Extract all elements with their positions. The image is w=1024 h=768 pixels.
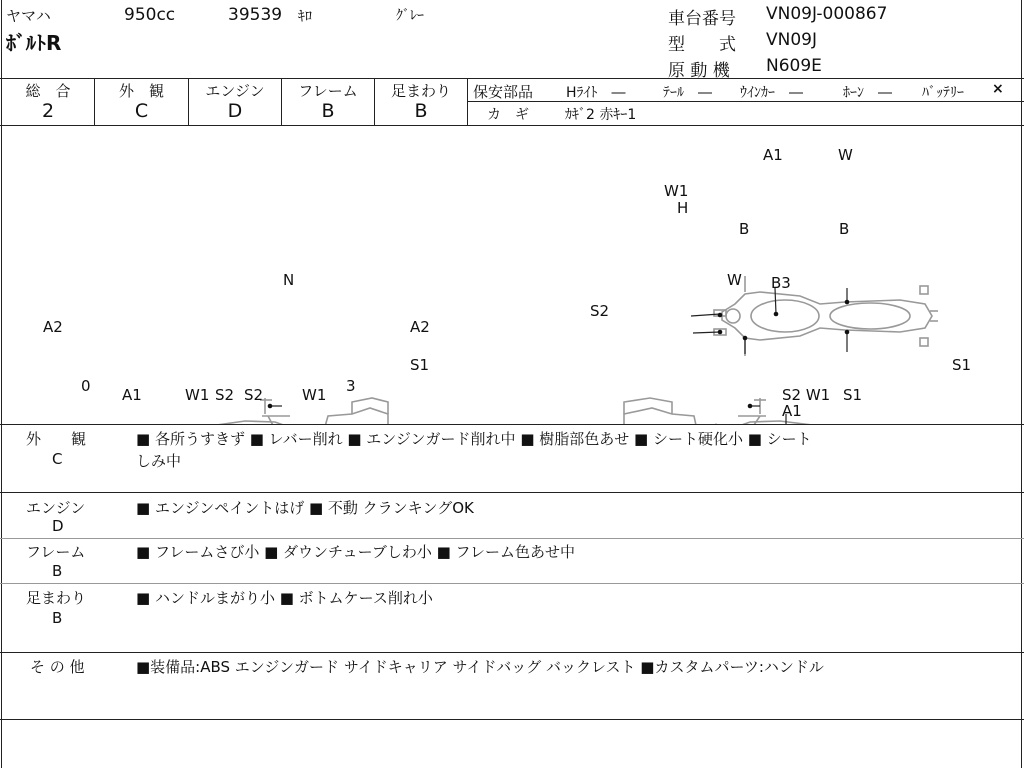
suspension-value: B xyxy=(414,100,428,122)
right-label-s1-bottom: S1 xyxy=(843,386,863,404)
engine-value: D xyxy=(227,100,243,122)
maker: ヤマハ xyxy=(6,7,51,25)
type-label: 型 式 xyxy=(668,35,736,55)
left-label-s1: S1 xyxy=(410,356,430,374)
frame-label: フレーム xyxy=(298,82,358,100)
mileage-unit: ｷﾛ xyxy=(298,9,312,25)
left-label-zero: 0 xyxy=(81,377,91,395)
color: ｸﾞﾚｰ xyxy=(396,8,424,24)
key-label: カ ギ xyxy=(487,107,529,123)
frame-no: VN09J-000867 xyxy=(766,4,888,24)
remark-exterior-label: 外 観 xyxy=(26,430,87,448)
right-label-b3: B3 xyxy=(771,274,791,292)
battery-label: ﾊﾞｯﾃﾘｰ xyxy=(922,85,964,101)
right-label-s2-w1: S2 W1 xyxy=(782,386,831,404)
frame-no-label: 車台番号 xyxy=(668,9,736,29)
left-label-a2: A2 xyxy=(43,318,63,336)
overall-value: 2 xyxy=(41,100,55,122)
winker-status: ｳｲﾝｶｰ ― xyxy=(740,85,803,101)
remark-other-text: ■装備品:ABS エンジンガード サイドキャリア サイドバッグ バックレスト ■カスタムパーツ:ハンドル xyxy=(136,658,824,676)
remark-frame-grade: B xyxy=(52,562,63,580)
divider xyxy=(0,652,1024,653)
top-view-bike xyxy=(714,276,938,356)
exterior-label: 外 観 xyxy=(118,82,164,100)
key-value: ｶｷﾞ2 赤ｷｰ1 xyxy=(565,107,637,123)
divider xyxy=(0,583,1024,584)
top-label-h: H xyxy=(677,199,689,217)
remark-frame-text: ■ フレームさび小 ■ ダウンチューブしわ小 ■ フレーム色あせ中 xyxy=(136,543,575,561)
frame-value: B xyxy=(321,100,335,122)
model-name: ﾎﾞﾙﾄR xyxy=(6,31,62,55)
top-label-w: W xyxy=(838,146,853,164)
divider xyxy=(0,492,1024,493)
remark-engine-label: エンジン xyxy=(26,499,86,517)
engine-model-label: 原 動 機 xyxy=(668,61,730,81)
left-label-w1-a: W1 xyxy=(185,386,210,404)
remark-exterior-grade: C xyxy=(52,450,63,468)
remark-engine-grade: D xyxy=(52,517,64,535)
right-label-w: W xyxy=(727,271,742,289)
exterior-value: C xyxy=(134,100,149,122)
displacement: 950cc xyxy=(124,5,176,25)
remark-other-label: そ の 他 xyxy=(30,658,85,676)
left-label-a1: A1 xyxy=(122,386,142,404)
top-label-a1: A1 xyxy=(763,146,783,164)
engine-label: エンジン xyxy=(205,82,265,100)
remark-suspension-label: 足まわり xyxy=(26,589,87,607)
mileage: 39539 xyxy=(228,5,283,25)
divider xyxy=(0,719,1024,720)
left-label-w1-b: W1 xyxy=(302,386,327,404)
divider xyxy=(467,78,468,125)
remark-frame-label: フレーム xyxy=(26,543,86,561)
remark-engine-text: ■ エンジンペイントはげ ■ 不動 クランキングOK xyxy=(136,499,474,517)
taillight-status: ﾃｰﾙ ― xyxy=(663,85,712,101)
divider xyxy=(0,538,1024,539)
horn-status: ﾎｰﾝ ― xyxy=(843,85,892,101)
top-label-w1: W1 xyxy=(664,182,689,200)
engine-model-value: N609E xyxy=(766,56,822,76)
left-label-a2-right: A2 xyxy=(410,318,430,336)
damage-diagram xyxy=(0,126,1024,424)
overall-label: 総 合 xyxy=(25,82,71,100)
right-label-s2: S2 xyxy=(590,302,610,320)
divider xyxy=(0,424,1024,425)
top-label-b-right: B xyxy=(839,220,850,238)
left-label-three: 3 xyxy=(346,377,356,395)
divider xyxy=(0,78,1024,79)
left-label-n: N xyxy=(283,271,295,289)
type-value: VN09J xyxy=(766,30,817,50)
left-label-s2-b: S2 xyxy=(244,386,264,404)
remark-suspension-text: ■ ハンドルまがり小 ■ ボトムケース削れ小 xyxy=(136,589,433,607)
remark-exterior-text2: しみ中 xyxy=(136,452,182,470)
right-label-s1: S1 xyxy=(952,356,972,374)
battery-mark: × xyxy=(992,81,1004,97)
remark-suspension-grade: B xyxy=(52,609,63,627)
safety-label: 保安部品 xyxy=(473,83,534,101)
headlight-status: Hﾗｲﾄ ― xyxy=(566,85,626,101)
remark-exterior-text: ■ 各所うすきず ■ レバー削れ ■ エンジンガード削れ中 ■ 樹脂部色あせ ■ シート硬化小 ■ シート xyxy=(136,430,812,448)
top-label-b-left: B xyxy=(739,220,750,238)
left-label-s2-a: S2 xyxy=(215,386,235,404)
right-label-a1: A1 xyxy=(782,402,802,420)
suspension-label: 足まわり xyxy=(390,82,451,100)
